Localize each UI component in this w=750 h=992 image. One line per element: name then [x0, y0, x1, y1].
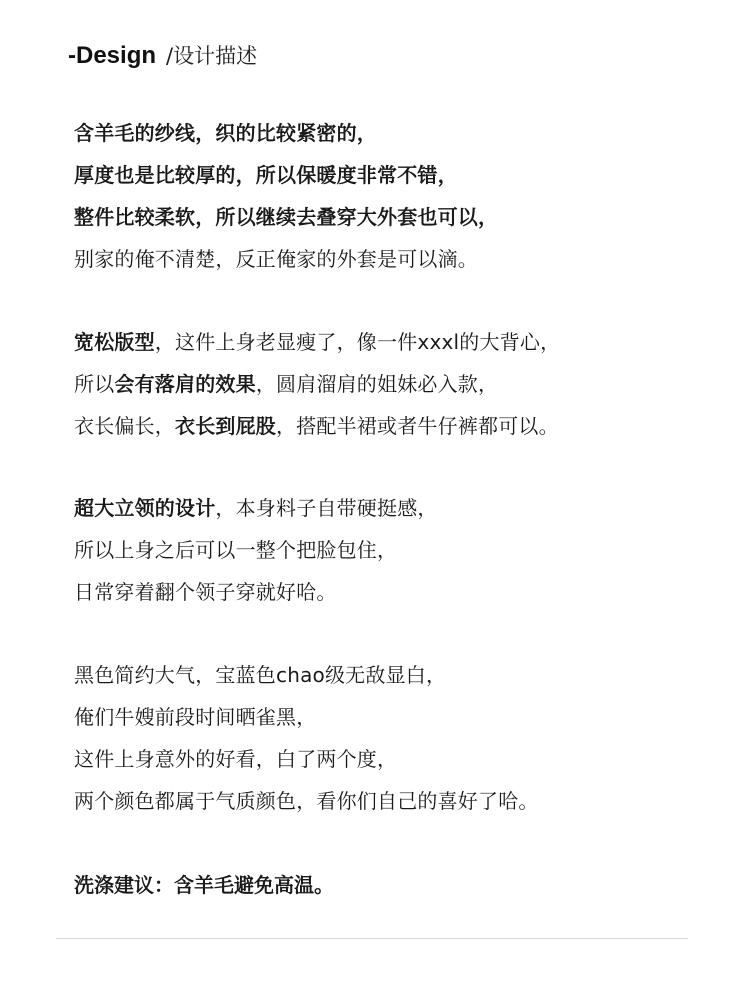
p2-line-2 — [74, 369, 498, 399]
p1-line-1 — [74, 118, 377, 148]
p3-line-2: 所以上身之后可以一整个把脸包住， — [74, 538, 398, 562]
p4-line-4: 两个颜色都属于气质颜色，看你们自己的喜好了哈。 — [74, 789, 539, 813]
body-text: ，这件上身老显瘦了，像一件xxxl的大背心， — [154, 330, 561, 354]
p1-line-2 — [74, 160, 458, 190]
p1-line-4: 别家的俺不清楚，反正俺家的外套是可以滴。 — [74, 247, 478, 271]
highlight-text: 厚度也是比较厚的，所以保暖度非常不错， — [74, 163, 458, 187]
p2-line-3 — [74, 411, 559, 441]
body-text: ，搭配半裙或者牛仔裤都可以。 — [276, 414, 559, 438]
washing-instructions: 洗涤建议：含羊毛避免高温。 — [74, 873, 334, 897]
highlight-text: 整件比较柔软，所以继续去叠穿大外套也可以， — [74, 205, 499, 229]
highlight-text: 会有落肩的效果 — [114, 372, 256, 396]
p4-line-1: 黑色简约大气，宝蓝色chao级无敌显白， — [74, 663, 447, 687]
highlight-text: 宽松版型 — [74, 330, 155, 354]
p4-line-2: 俺们牛嫂前段时间晒雀黑， — [74, 705, 317, 729]
highlight-text: 含羊毛的纱线，织的比较紧密的， — [74, 121, 377, 145]
p3-line-3: 日常穿着翻个领子穿就好哈。 — [74, 580, 337, 604]
header-chinese: /设计描述 — [166, 44, 258, 68]
body-text: ，圆肩溜肩的姐妹必入款， — [255, 372, 499, 396]
p4-line-3: 这件上身意外的好看，白了两个度， — [74, 747, 398, 771]
divider — [56, 938, 688, 939]
body-text: 衣长偏长， — [74, 414, 175, 438]
section-header — [68, 40, 257, 74]
body-text: 所以 — [74, 372, 115, 396]
p2-line-1 — [74, 327, 560, 357]
header-english: -Design — [68, 42, 157, 69]
p1-line-3 — [74, 202, 498, 232]
highlight-text: 衣长到屁股 — [175, 414, 276, 438]
p3-line-1 — [74, 493, 438, 523]
body-text: ，本身料子自带硬挺感， — [215, 496, 438, 520]
highlight-text: 超大立领的设计 — [74, 496, 216, 520]
